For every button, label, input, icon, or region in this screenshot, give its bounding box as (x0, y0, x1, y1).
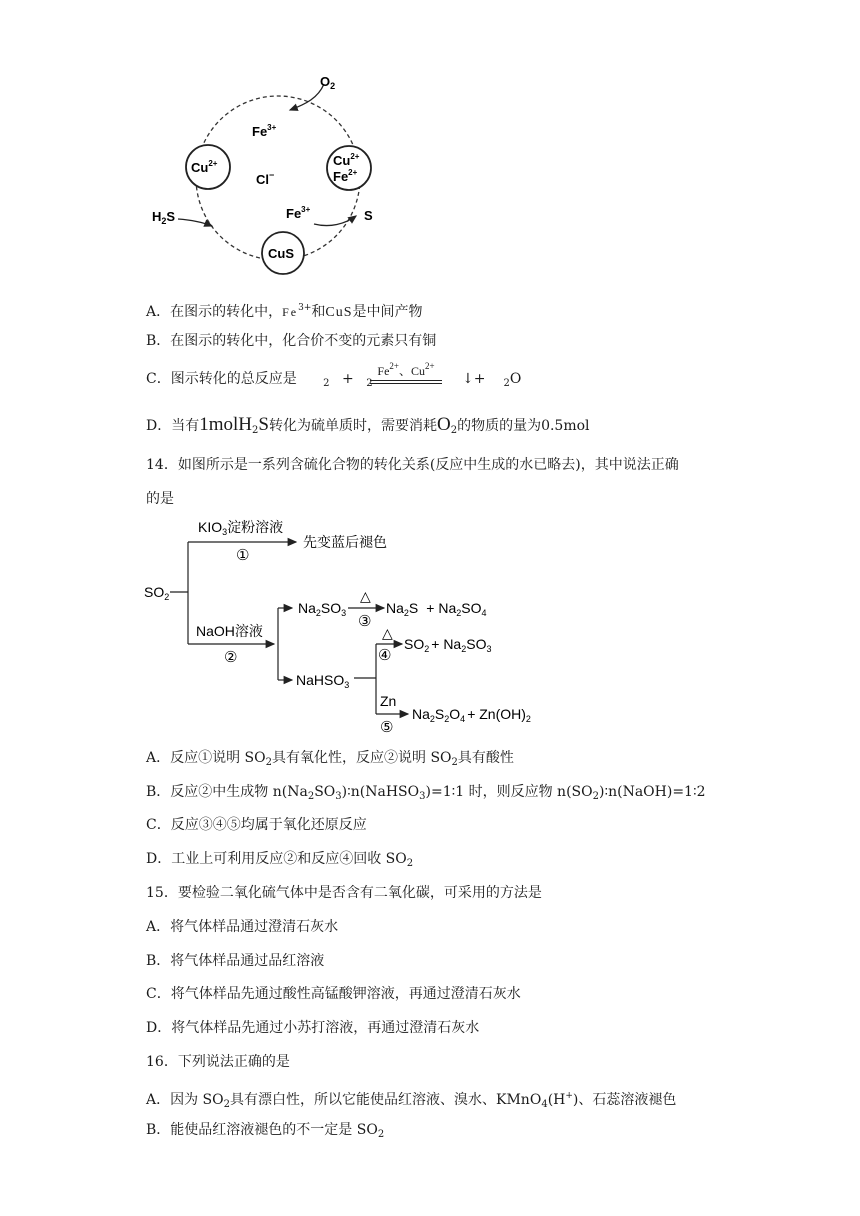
s-arrow (314, 216, 356, 226)
q13-option-c: C．图示转化的总反应是 $_2$ + $_2$ (146, 371, 373, 389)
label-cl: Cl− (256, 170, 275, 187)
q13-c-tail: ↓+ $_2$O (462, 371, 522, 389)
q15-stem: 15．要检验二氧化硫气体中是否含有二氧化碳，可采用的方法是 (146, 885, 542, 901)
label-right-cu: $Cu^{2+}$ (333, 152, 360, 168)
flow-step4-heat: △ (382, 625, 393, 641)
flow-na2so3: $Na_2SO_3$ (298, 600, 347, 618)
q14-option-b: B．反应②中生成物 $n(Na_2SO_3)∶n(NaHSO_3)=1∶1$ 时，则反应物 $n(SO_2)∶n(NaOH)=1∶2$ (146, 784, 706, 802)
flow-step2: ② (224, 649, 238, 666)
q14-stem-line1: 14．如图所示是一系列含硫化合物的转化关系(反应中生成的水已略去)，其中说法正确 (146, 457, 679, 473)
flow-p5: $Na_2S_2O_4 + Zn(OH)_2$ (412, 706, 531, 724)
o2-arrow (290, 84, 324, 110)
label-cus: CuS (268, 246, 294, 261)
flow-p4: $SO_2 + Na_2SO_3$ (404, 636, 492, 654)
q15-option-d: D．将气体样品先通过小苏打溶液，再通过澄清石灰水 (146, 1020, 480, 1036)
label-s-product: S (364, 208, 373, 223)
q16-option-a: A．因为 $SO_2$具有漂白性，所以它能使品红溶液、溴水、KMnO$_4$(H+)、石蕊溶液褪色 (146, 1091, 677, 1110)
flow-kio3-label: $KIO_3$淀粉溶液 (198, 519, 284, 537)
q13-option-a: A．在图示的转化中，$Fe^{3+}$和CuS是中间产物 (146, 303, 423, 320)
q14-stem-line2: 的是 (146, 491, 174, 507)
label-right-fe: $Fe^{2+}$ (333, 168, 358, 184)
q13-option-b: B．在图示的转化中，化合价不变的元素只有铜 (146, 333, 437, 349)
flow-zn: Zn (380, 693, 397, 709)
q15-option-a: A．将气体样品通过澄清石灰水 (146, 919, 339, 935)
catalytic-cycle-diagram (140, 66, 400, 278)
label-cu2: $Cu^{2+}$ (191, 159, 218, 175)
label-fe3-bottom: $Fe^{3+}$ (286, 205, 311, 221)
flow-so2: $SO_2$ (144, 584, 170, 602)
sulfur-flow-diagram (140, 512, 560, 740)
label-fe3-top: $Fe^{3+}$ (252, 123, 277, 139)
q13-option-d: D．当有1molH$_2$S转化为硫单质时，需要消耗$O_2$的物质的量为0.5mol (146, 414, 590, 436)
flow-step1: ① (236, 547, 250, 564)
flow-step4: ④ (378, 647, 392, 664)
q14-option-a: A．反应①说明 $SO_2$具有氧化性，反应②说明 $SO_2$具有酸性 (146, 750, 514, 768)
flow-na2s-na2so4: $Na_2S + Na_2SO_4$ (386, 600, 487, 618)
q15-option-b: B．将气体样品通过品红溶液 (146, 953, 325, 969)
q15-option-c: C．将气体样品先通过酸性高锰酸钾溶液，再通过澄清石灰水 (146, 986, 521, 1002)
flow-step5: ⑤ (380, 719, 394, 736)
flow-blue-fade: 先变蓝后褪色 (303, 534, 387, 550)
flow-naoh-label: NaOH溶液 (196, 623, 263, 639)
flow-step3: ③ (358, 613, 372, 630)
flow-nahso3: NaHSO$_3$ (296, 672, 350, 690)
q14-option-d: D．工业上可利用反应②和反应④回收 $SO_2$ (146, 851, 414, 869)
q16-option-b: B．能使品红溶液褪色的不一定是 $SO_2$ (146, 1122, 385, 1140)
q13-c-condition: $Fe^{2+}$、$Cu^{2+}$ (370, 359, 442, 384)
flow-step3-heat: △ (360, 588, 371, 604)
q16-stem: 16．下列说法正确的是 (146, 1054, 290, 1070)
q14-option-c: C．反应③④⑤均属于氧化还原反应 (146, 817, 367, 833)
label-o2: $O_2$ (320, 74, 336, 91)
label-h2s: $H_2S$ (152, 209, 176, 226)
